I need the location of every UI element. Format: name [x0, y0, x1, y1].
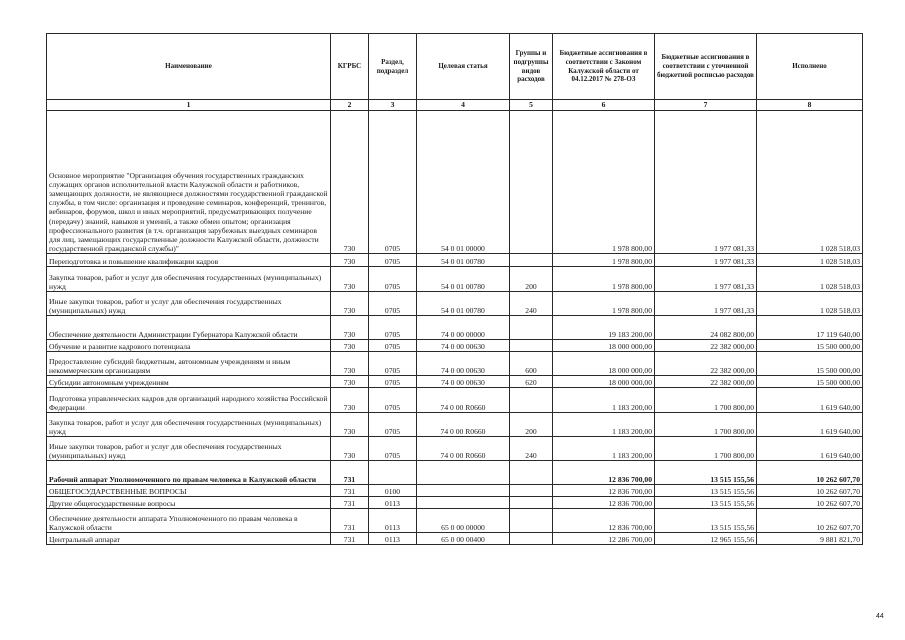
header-kgrbs: КГРБС [331, 34, 369, 100]
budget-table [46, 33, 863, 545]
row-assign-updated: 13 515 155,56 [655, 497, 757, 509]
column-number: 3 [369, 100, 417, 111]
row-kgrbs: 730 [331, 388, 369, 413]
row-group: 200 [510, 413, 553, 437]
row-group: 240 [510, 437, 553, 461]
row-executed: 1 619 640,00 [757, 413, 863, 437]
row-section: 0113 [369, 509, 417, 533]
column-number: 2 [331, 100, 369, 111]
row-assign-updated: 22 382 000,00 [655, 352, 757, 376]
row-name: Иные закупки товаров, работ и услуг для обеспечения государственных (муниципальных) нужд [47, 292, 331, 316]
row-target: 74 0 00 R0660 [417, 437, 510, 461]
row-assign-law: 12 836 700,00 [553, 497, 655, 509]
row-executed: 9 881 821,70 [757, 533, 863, 545]
page-number: 44 [876, 613, 884, 620]
table-row [47, 533, 863, 545]
row-group [510, 485, 553, 497]
row-assign-updated: 1 700 800,00 [655, 413, 757, 437]
row-assign-law: 18 000 000,00 [553, 352, 655, 376]
table-row [47, 292, 863, 316]
table-row [47, 352, 863, 376]
row-name: Центральный аппарат [47, 533, 331, 545]
column-number: 8 [757, 100, 863, 111]
header-assign-updated: Бюджетные ассигнования в соответствии с уточненной бюджетной росписью расходов [655, 34, 757, 100]
row-assign-law: 12 836 700,00 [553, 485, 655, 497]
row-assign-updated: 1 700 800,00 [655, 388, 757, 413]
row-group: 600 [510, 352, 553, 376]
row-executed: 1 028 518,03 [757, 254, 863, 267]
row-target [417, 461, 510, 485]
row-executed: 15 500 000,00 [757, 352, 863, 376]
row-kgrbs: 730 [331, 340, 369, 352]
row-target: 74 0 00 00630 [417, 340, 510, 352]
row-assign-updated: 22 382 000,00 [655, 376, 757, 388]
row-section: 0705 [369, 437, 417, 461]
row-group: 200 [510, 267, 553, 292]
row-target: 74 0 00 R0660 [417, 413, 510, 437]
row-target: 54 0 01 00000 [417, 111, 510, 254]
row-executed: 1 619 640,00 [757, 388, 863, 413]
row-name: Обучение и развитие кадрового потенциала [47, 340, 331, 352]
row-kgrbs: 731 [331, 509, 369, 533]
row-section: 0113 [369, 497, 417, 509]
row-kgrbs: 730 [331, 352, 369, 376]
row-group [510, 340, 553, 352]
row-group: 620 [510, 376, 553, 388]
row-section: 0113 [369, 533, 417, 545]
row-assign-law: 12 286 700,00 [553, 533, 655, 545]
row-assign-law: 12 836 700,00 [553, 461, 655, 485]
table-row [47, 388, 863, 413]
row-assign-law: 1 978 800,00 [553, 254, 655, 267]
row-executed: 1 028 518,03 [757, 292, 863, 316]
row-group [510, 111, 553, 254]
table-row [47, 485, 863, 497]
row-executed: 15 500 000,00 [757, 376, 863, 388]
row-target: 74 0 00 00630 [417, 376, 510, 388]
row-section: 0705 [369, 111, 417, 254]
row-assign-law: 1 978 800,00 [553, 292, 655, 316]
row-assign-law: 1 183 200,00 [553, 437, 655, 461]
table-row [47, 509, 863, 533]
row-assign-updated: 22 382 000,00 [655, 340, 757, 352]
column-number: 4 [417, 100, 510, 111]
row-assign-updated: 24 082 800,00 [655, 316, 757, 340]
row-section [369, 461, 417, 485]
row-assign-updated: 13 515 155,56 [655, 485, 757, 497]
row-name: Субсидии автономным учреждениям [47, 376, 331, 388]
row-group: 240 [510, 292, 553, 316]
row-group [510, 533, 553, 545]
row-assign-law: 18 000 000,00 [553, 376, 655, 388]
row-section: 0705 [369, 254, 417, 267]
header-executed: Исполнено [757, 34, 863, 100]
row-executed: 15 500 000,00 [757, 340, 863, 352]
row-kgrbs: 730 [331, 254, 369, 267]
row-section: 0705 [369, 352, 417, 376]
table-row [47, 340, 863, 352]
row-section: 0705 [369, 413, 417, 437]
row-group [510, 316, 553, 340]
column-number-row [47, 100, 863, 111]
row-executed: 1 619 640,00 [757, 437, 863, 461]
table-row [47, 437, 863, 461]
table-row [47, 254, 863, 267]
row-kgrbs: 730 [331, 111, 369, 254]
row-assign-law: 19 183 200,00 [553, 316, 655, 340]
row-name: Обеспечение деятельности аппарата Уполномоченного по правам человека в Калужской области [47, 509, 331, 533]
row-assign-updated: 1 977 081,33 [655, 292, 757, 316]
row-executed: 10 262 607,70 [757, 509, 863, 533]
row-target [417, 485, 510, 497]
row-assign-law: 12 836 700,00 [553, 509, 655, 533]
row-name: Закупка товаров, работ и услуг для обеспечения государственных (муниципальных) нужд [47, 267, 331, 292]
row-group [510, 509, 553, 533]
row-executed: 10 262 607,70 [757, 461, 863, 485]
row-name: Рабочий аппарат Уполномоченного по правам человека в Калужской области [47, 461, 331, 485]
row-kgrbs: 730 [331, 316, 369, 340]
table-row [47, 461, 863, 485]
header-section: Раздел, подраздел [369, 34, 417, 100]
column-number: 6 [553, 100, 655, 111]
row-section: 0705 [369, 316, 417, 340]
row-group [510, 254, 553, 267]
row-name: ОБЩЕГОСУДАРСТВЕННЫЕ ВОПРОСЫ [47, 485, 331, 497]
row-section: 0705 [369, 376, 417, 388]
row-kgrbs: 730 [331, 267, 369, 292]
row-section: 0705 [369, 292, 417, 316]
row-group [510, 497, 553, 509]
row-name: Подготовка управленческих кадров для организаций народного хозяйства Российской Федерации [47, 388, 331, 413]
row-kgrbs: 730 [331, 437, 369, 461]
row-assign-updated: 1 977 081,33 [655, 267, 757, 292]
column-number: 1 [47, 100, 331, 111]
row-kgrbs: 731 [331, 461, 369, 485]
row-assign-updated: 1 977 081,33 [655, 111, 757, 254]
table-row [47, 376, 863, 388]
row-name: Основное мероприятие "Организация обучения государственных гражданских служащих органов исполнительной власти Калужской области и работников, замещающих должности, не являющиеся должностями государственной гражданской службы, в том числе: организация и проведение семинаров, конференций, тренингов, вебинаров, форумов, школ и иных мероприятий, предусматривающих получение (передачу) знаний, навыков и умений, а также обмен опытом; организация профессионального развития (в т.ч. организация зарубежных выездных семинаров для лиц, замещающих государственные должности Калужской области, должности государственной гражданской службы)" [47, 111, 331, 254]
row-target: 74 0 00 R0660 [417, 388, 510, 413]
row-name: Закупка товаров, работ и услуг для обеспечения государственных (муниципальных) нужд [47, 413, 331, 437]
row-target: 74 0 00 00630 [417, 352, 510, 376]
row-name: Переподготовка и повышение квалификации кадров [47, 254, 331, 267]
table-row [47, 413, 863, 437]
row-assign-updated: 13 515 155,56 [655, 461, 757, 485]
row-target [417, 497, 510, 509]
row-executed: 17 119 640,00 [757, 316, 863, 340]
row-assign-updated: 1 700 800,00 [655, 437, 757, 461]
row-assign-law: 1 978 800,00 [553, 111, 655, 254]
header-group: Группы и подгруппы видов расходов [510, 34, 553, 100]
row-target: 54 0 01 00780 [417, 254, 510, 267]
row-name: Иные закупки товаров, работ и услуг для обеспечения государственных (муниципальных) нужд [47, 437, 331, 461]
row-target: 65 0 00 00000 [417, 509, 510, 533]
row-kgrbs: 731 [331, 533, 369, 545]
table-row [47, 111, 863, 254]
table-row [47, 497, 863, 509]
row-executed: 1 028 518,03 [757, 267, 863, 292]
row-executed: 10 262 607,70 [757, 485, 863, 497]
column-number: 5 [510, 100, 553, 111]
header-target: Целевая статья [417, 34, 510, 100]
table-row [47, 267, 863, 292]
row-executed: 10 262 607,70 [757, 497, 863, 509]
row-target: 74 0 00 00000 [417, 316, 510, 340]
header-name: Наименование [47, 34, 331, 100]
row-kgrbs: 731 [331, 497, 369, 509]
row-section: 0705 [369, 267, 417, 292]
header-row [47, 34, 863, 100]
row-name: Обеспечение деятельности Администрации Губернатора Калужской области [47, 316, 331, 340]
row-name: Предоставление субсидий бюджетным, автономным учреждениям и иным некоммерческим организациям [47, 352, 331, 376]
column-number: 7 [655, 100, 757, 111]
row-assign-updated: 1 977 081,33 [655, 254, 757, 267]
row-kgrbs: 730 [331, 292, 369, 316]
table-row [47, 316, 863, 340]
row-target: 54 0 01 00780 [417, 292, 510, 316]
row-assign-updated: 13 515 155,56 [655, 509, 757, 533]
row-section: 0705 [369, 340, 417, 352]
row-assign-updated: 12 965 155,56 [655, 533, 757, 545]
row-section: 0705 [369, 388, 417, 413]
row-executed: 1 028 518,03 [757, 111, 863, 254]
row-assign-law: 1 978 800,00 [553, 267, 655, 292]
row-section: 0100 [369, 485, 417, 497]
row-assign-law: 18 000 000,00 [553, 340, 655, 352]
row-target: 54 0 01 00780 [417, 267, 510, 292]
row-assign-law: 1 183 200,00 [553, 413, 655, 437]
header-assign-law: Бюджетные ассигнования в соответствии с Законом Калужской области от 04.12.2017 № 278-ОЗ [553, 34, 655, 100]
row-kgrbs: 730 [331, 376, 369, 388]
row-group [510, 388, 553, 413]
row-assign-law: 1 183 200,00 [553, 388, 655, 413]
row-target: 65 0 00 00400 [417, 533, 510, 545]
row-group [510, 461, 553, 485]
row-name: Другие общегосударственные вопросы [47, 497, 331, 509]
row-kgrbs: 730 [331, 413, 369, 437]
row-kgrbs: 731 [331, 485, 369, 497]
